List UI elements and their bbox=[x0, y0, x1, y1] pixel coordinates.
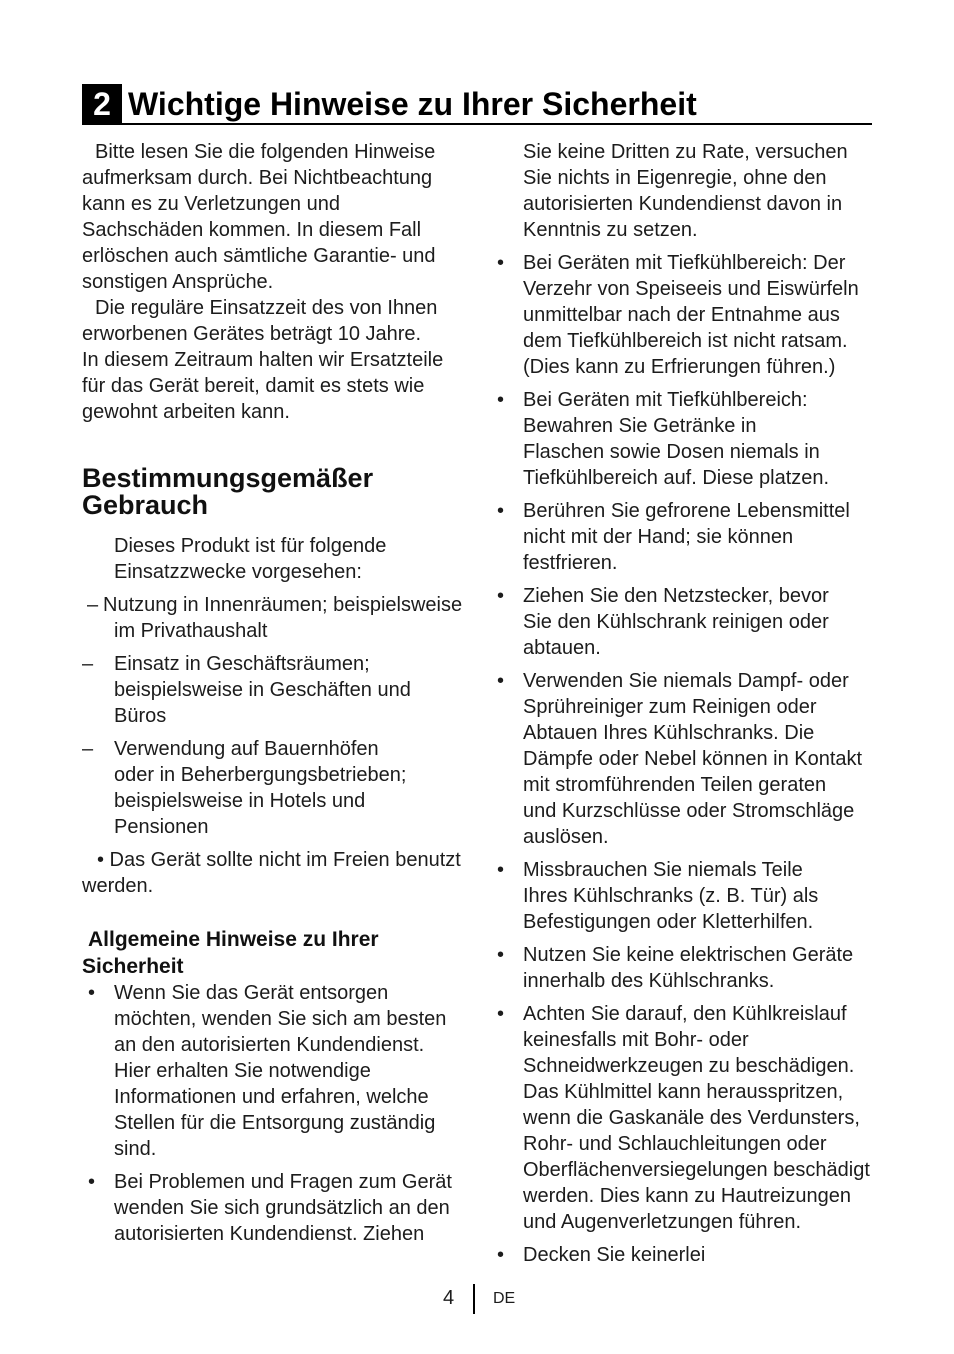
list-item bbox=[497, 1242, 877, 1268]
list-item bbox=[497, 857, 877, 935]
list-item bbox=[497, 498, 877, 576]
list-item-text: Achten Sie darauf, den Kühlkreislauf keinesfalls mit Bohr- oder Schneidwerkzeugen zu beschädigen. Das Kühlmittel kann herausspritzen, wenn die Gaskanäle des Verdunsters, Rohr- und Schlauchleitungen oder Oberflächenversiegelungen beschädigt werden. Dies kann zu Hautreizungen und Augenverletzungen führen. bbox=[523, 1003, 870, 1233]
list-item-text: Verwendung auf Bauernhöfen oder in Beherbergungsbetrieben; beispielsweise in Hotels und Pensionen bbox=[114, 738, 407, 838]
list-item bbox=[88, 1169, 468, 1247]
list-item-text: Nutzung in Innenräumen; beispielsweise im Privathaushalt bbox=[103, 594, 463, 642]
bullet-marker: • bbox=[497, 252, 505, 274]
list-item bbox=[88, 980, 468, 1162]
general-safety-heading: Allgemeine Hinweise zu Ihrer Sicherheit bbox=[82, 928, 379, 978]
outdoor-use-note: • Das Gerät sollte nicht im Freien benutzt werden. bbox=[82, 849, 461, 897]
bullet-marker: • bbox=[497, 670, 505, 692]
list-item-text: Bei Problemen und Fragen zum Gerät wenden Sie sich grundsätzlich an den autorisierten Kundendienst. Ziehen bbox=[114, 1171, 452, 1245]
bullet-marker: • bbox=[88, 1171, 96, 1193]
list-item bbox=[82, 736, 472, 840]
general-safety-list-right bbox=[497, 139, 877, 1268]
list-item bbox=[497, 250, 877, 380]
list-item bbox=[497, 387, 877, 491]
list-item-text: Bei Geräten mit Tiefkühlbereich: Bewahren Sie Getränke in Flaschen sowie Dosen niemals in Tiefkühlbereich auf. Diese platzen. bbox=[523, 389, 830, 489]
list-item bbox=[82, 592, 472, 644]
footer-divider bbox=[473, 1284, 475, 1314]
language-code: DE bbox=[493, 1290, 516, 1307]
list-item-text: Nutzen Sie keine elektrischen Geräte innerhalb des Kühlschranks. bbox=[523, 944, 854, 992]
title-underline-divider bbox=[82, 123, 872, 125]
bullet-marker: • bbox=[497, 500, 505, 522]
intro-section bbox=[82, 139, 443, 425]
bullet-marker: • bbox=[88, 982, 96, 1004]
dash-marker: – bbox=[82, 653, 94, 675]
list-item bbox=[497, 942, 877, 994]
intro-paragraph: Die reguläre Einsatzzeit des von Ihnen erworbenen Gerätes beträgt 10 Jahre. In diesem Zeitraum halten wir Ersatzteile für das Gerät bereit, damit es stets wie gewohnt arbeiten kann. bbox=[82, 297, 444, 423]
list-item-text: Berühren Sie gefrorene Lebensmittel nicht mit der Hand; sie können festfrieren. bbox=[523, 500, 850, 574]
page-number: 4 bbox=[443, 1287, 455, 1309]
general-safety-list-left bbox=[88, 980, 468, 1247]
bullet-marker: • bbox=[497, 1244, 505, 1266]
dash-marker: – bbox=[87, 594, 99, 616]
list-item-text: Verwenden Sie niemals Dampf- oder Sprühreiniger zum Reinigen oder Abtauen Ihres Kühlschranks. Die Dämpfe oder Nebel können in Kontakt mit stromführenden Teilen geraten und Kurzschlüsse oder Stromschläge auslösen. bbox=[523, 670, 863, 848]
list-item-text: Ziehen Sie den Netzstecker, bevor Sie den Kühlschrank reinigen oder abtauen. bbox=[523, 585, 829, 659]
list-item bbox=[82, 651, 472, 729]
list-item bbox=[497, 1001, 877, 1235]
bullet-marker: • bbox=[497, 1003, 505, 1025]
list-item-text: Wenn Sie das Gerät entsorgen möchten, wenden Sie sich am besten an den autorisierten Kundendienst. Hier erhalten Sie notwendige Informationen und erfahren, welche Stellen für die Entsorgung zuständig sind. bbox=[114, 982, 447, 1160]
list-item bbox=[497, 583, 877, 661]
bullet-marker: • bbox=[497, 944, 505, 966]
bullet-marker: • bbox=[497, 389, 505, 411]
list-item-text: Decken Sie keinerlei bbox=[523, 1244, 706, 1266]
bullet-marker: • bbox=[497, 585, 505, 607]
list-item-text: Bei Geräten mit Tiefkühlbereich: Der Verzehr von Speiseeis und Eiswürfeln unmittelbar nach der Entnahme aus dem Tiefkühlbereich ist nicht ratsam. (Dies kann zu Erfrierungen führen.) bbox=[523, 252, 859, 378]
intended-use-lead: Dieses Produkt ist für folgende Einsatzzwecke vorgesehen: bbox=[114, 535, 387, 583]
list-item-text: Missbrauchen Sie niemals Teile Ihres Kühlschranks (z. B. Tür) als Befestigungen oder Kletterhilfen. bbox=[523, 859, 819, 933]
bullet-marker: • bbox=[497, 859, 505, 881]
continued-list-text: Sie keine Dritten zu Rate, versuchen Sie nichts in Eigenregie, ohne den autorisierten Kundendienst davon in Kenntnis zu setzen. bbox=[523, 141, 848, 241]
intended-use-heading: Bestimmungsgemäßer Gebrauch bbox=[82, 463, 374, 520]
intended-use-list bbox=[82, 592, 472, 899]
list-item bbox=[497, 668, 877, 850]
list-item-text: Einsatz in Geschäftsräumen; beispielsweise in Geschäften und Büros bbox=[114, 653, 411, 727]
page-title: Wichtige Hinweise zu Ihrer Sicherheit bbox=[128, 86, 697, 122]
intro-paragraph: Bitte lesen Sie die folgenden Hinweise aufmerksam durch. Bei Nichtbeachtung kann es zu Verletzungen und Sachschäden kommen. In diesem Fall erlöschen auch sämtliche Garantie- und sonstigen Ansprüche. bbox=[82, 141, 436, 293]
dash-marker: – bbox=[82, 738, 94, 760]
section-number-badge: 2 bbox=[82, 84, 122, 124]
